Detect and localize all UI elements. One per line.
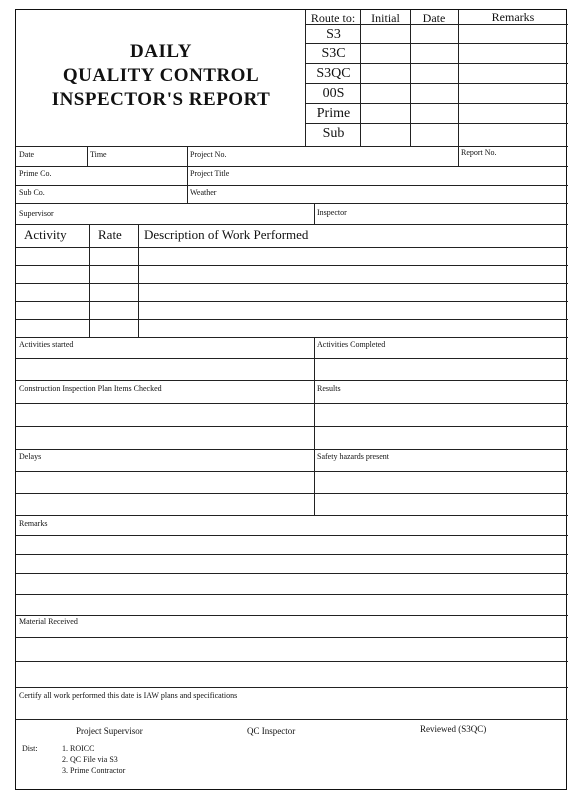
routing-header-initial: Initial <box>371 11 400 25</box>
delays-line <box>16 471 568 472</box>
results-label: Results <box>317 384 341 393</box>
delays-line <box>16 493 568 494</box>
route-s3qc: S3QC <box>316 66 351 81</box>
supervisor-label: Supervisor <box>19 209 54 218</box>
certify-statement: Certify all work performed this date is IAW plans and specifications <box>19 691 238 700</box>
qc-report-form <box>15 9 567 790</box>
sub-co-label: Sub Co. <box>19 188 45 197</box>
remarks-line <box>16 554 568 555</box>
routing-header-route-to: Route to: <box>310 11 356 25</box>
info-divider-project <box>187 146 188 203</box>
safety-hazards-label: Safety hazards present <box>317 452 389 461</box>
route-sub: Sub <box>322 126 345 141</box>
info-divider-date <box>87 146 88 166</box>
route-s3c: S3C <box>321 46 346 61</box>
routing-header-remarks: Remarks <box>491 10 535 24</box>
report-no-label: Report No. <box>461 148 497 157</box>
route-prime: Prime <box>316 106 351 121</box>
activity-col-divider-2 <box>138 224 139 337</box>
cip-items-label: Construction Inspection Plan Items Checked <box>19 384 162 393</box>
date-label: Date <box>19 150 35 159</box>
time-label: Time <box>90 150 107 159</box>
info-line-2 <box>16 185 568 186</box>
project-no-label: Project No. <box>190 150 227 159</box>
material-received-label: Material Received <box>19 617 78 626</box>
remarks-line <box>16 594 568 595</box>
activity-row-line <box>16 247 568 248</box>
inspector-label: Inspector <box>317 208 347 217</box>
activities-line <box>16 358 568 359</box>
activities-bottom <box>16 380 568 381</box>
form-title-line-3: INSPECTOR'S REPORT <box>51 89 271 110</box>
info-line-3 <box>16 203 568 204</box>
activity-row-line <box>16 283 568 284</box>
cip-line <box>16 403 568 404</box>
prime-co-label: Prime Co. <box>19 169 52 178</box>
weather-label: Weather <box>190 188 217 197</box>
info-line-1 <box>16 166 568 167</box>
activity-column-header: Activity <box>24 227 67 242</box>
qc-inspector-label: QC Inspector <box>247 726 296 736</box>
distribution-label: Dist: <box>22 744 38 753</box>
activities-completed-label: Activities Completed <box>317 340 386 349</box>
cip-line <box>16 426 568 427</box>
reviewed-label: Reviewed (S3QC) <box>420 724 487 734</box>
material-line <box>16 661 568 662</box>
routing-grid-col3 <box>458 10 459 146</box>
header-bottom-line <box>16 146 568 147</box>
info-divider-report <box>458 146 459 166</box>
activities-started-label: Activities started <box>19 340 74 349</box>
project-title-label: Project Title <box>190 169 230 178</box>
distribution-item-1: 1. ROICC <box>62 744 95 753</box>
material-bottom <box>16 687 568 688</box>
activity-col-divider-1 <box>89 224 90 337</box>
form-title-line-1: DAILY <box>130 41 192 62</box>
activity-row-line <box>16 301 568 302</box>
description-column-header: Description of Work Performed <box>144 227 309 242</box>
project-supervisor-label: Project Supervisor <box>76 726 143 736</box>
material-line <box>16 637 568 638</box>
activity-table-bottom <box>16 337 568 338</box>
activity-row-line <box>16 319 568 320</box>
certify-bottom <box>16 719 568 720</box>
route-00s: 00S <box>322 86 345 101</box>
remarks-label: Remarks <box>19 519 48 528</box>
remarks-bottom <box>16 615 568 616</box>
info-divider-inspector <box>314 203 315 224</box>
remarks-line <box>16 573 568 574</box>
delays-bottom <box>16 515 568 516</box>
remarks-line <box>16 535 568 536</box>
cip-bottom <box>16 449 568 450</box>
route-s3: S3 <box>326 27 341 42</box>
distribution-item-2: 2. QC File via S3 <box>62 755 118 764</box>
routing-grid-col2 <box>410 10 411 146</box>
distribution-item-3: 3. Prime Contractor <box>62 766 126 775</box>
form-title-line-2: QUALITY CONTROL <box>62 65 260 86</box>
routing-header-date: Date <box>422 11 446 25</box>
activity-row-line <box>16 265 568 266</box>
rate-column-header: Rate <box>98 227 122 242</box>
delays-label: Delays <box>19 452 42 461</box>
info-line-4 <box>16 224 568 225</box>
